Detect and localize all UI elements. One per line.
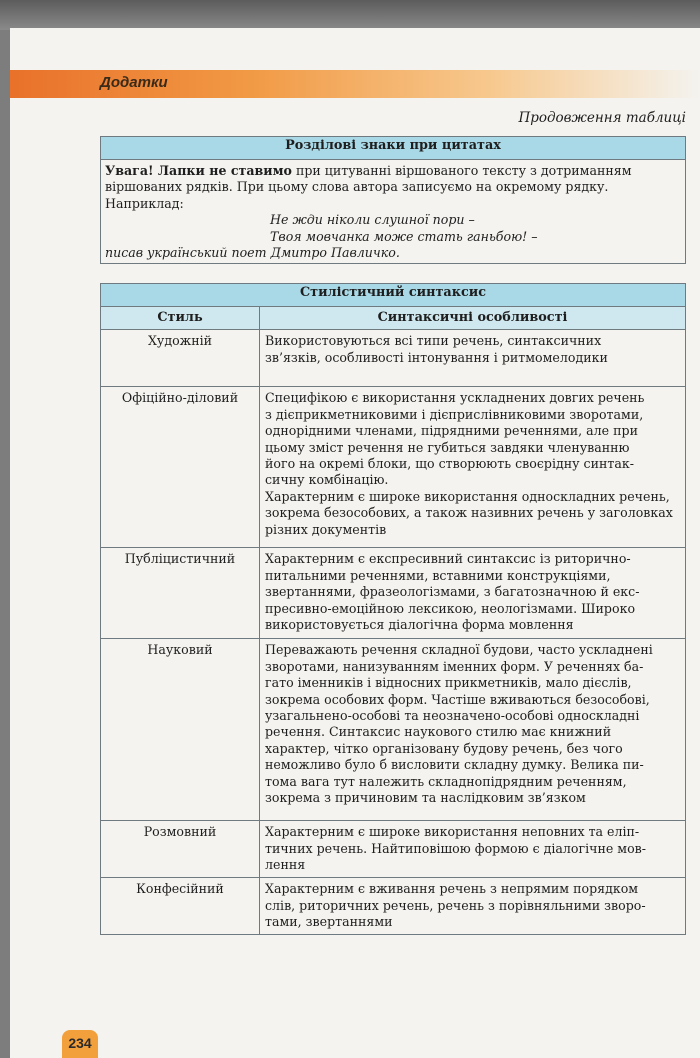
table-continuation-note: Продовження таблиці [518,110,686,126]
page-number-tab [62,1030,98,1058]
quotes-text-line-2: віршованих рядків. При цьому слова автора записуємо на окремому рядку. [105,179,609,195]
features-cell: Характерним є широке використання неповних та еліп- тичних речень. Найтиповішою формою є діалогічне мов- лення [260,821,686,878]
stylistic-syntax-table [100,283,686,935]
quotes-text-line-1: Увага! Лапки не ставимо при цитуванні віршованого тексту з дотриманням [105,163,632,178]
verse-line-1: Не жди ніколи слушної пори – [270,212,475,228]
table-row [101,387,686,548]
quotes-punctuation-table [100,136,686,264]
style-cell: Художній [101,330,260,387]
quotes-text-line-3: Наприклад: [105,195,184,211]
verse-line-2: Твоя мовчанка може стать ганьбою! – [270,228,538,244]
section-title: Додатки [100,74,168,91]
column-header-style: Стиль [101,307,260,330]
features-cell: Використовуються всі типи речень, синтаксичних зв’язків, особливості інтонування і ритмомелодики [260,330,686,387]
syntax-table-title: Стилістичний синтаксис [101,284,686,307]
verse-signature: писав український поет Дмитро Павличко. [105,245,400,261]
table-row [101,821,686,878]
quotes-table-title: Розділові знаки при цитатах [101,137,686,160]
features-cell: Характерним є вживання речень з непрямим порядком слів, риторичних речень, речень з порівняльними зворо- тами, звертаннями [260,878,686,935]
scan-top-edge [0,0,700,30]
style-cell: Розмовний [101,821,260,878]
style-cell: Офіційно-діловий [101,387,260,548]
column-header-features: Синтаксичні особливості [260,307,686,330]
table-row [101,548,686,639]
style-cell: Публіцистичний [101,548,260,639]
table-row [101,639,686,821]
warning-lead: Увага! Лапки не ставимо [105,163,292,178]
style-cell: Конфесійний [101,878,260,935]
table-row [101,330,686,387]
style-cell: Науковий [101,639,260,821]
quotes-table-body [101,160,686,264]
features-cell: Переважають речення складної будови, часто ускладнені зворотами, нанизуванням іменних форм. У реченнях ба- гато іменників і відносних прикметників, мало дієслів, зокрема особових форм. Частіше вживаються безособові, узагальнено-особові та неозначено-особові односкладні речення. Синтаксис наукового стилю має книжний характер, чітко організовану будову речень, без чого неможливо було б висловити складну думку. Велика пи- тома вага тут належить складнопідрядним реченням, зокрема з причиновим та наслідковим зв’язком [260,639,686,821]
page-number: 234 [68,1035,92,1051]
features-cell: Специфікою є використання ускладнених довгих речень з дієприкметниковими і дієприслівниковими зворотами, однорідними членами, підрядними реченнями, але при цьому зміст речення не губиться завдяки членуванню його на окремі блоки, що створюють своєрідну синтак- сичну комбінацію. Характерним є широке використання односкладних речень, зокрема безособових, а також називних речень у заголовках різних документів [260,387,686,548]
features-cell: Характерним є експресивний синтаксис із риторично- питальними реченнями, вставними конструкціями, звертаннями, фразеологізмами, з багатозначною й екс- пресивно-емоційною лексикою, неологізмами. Широко використовується діалогічна форма мовлення [260,548,686,639]
table-row [101,878,686,935]
